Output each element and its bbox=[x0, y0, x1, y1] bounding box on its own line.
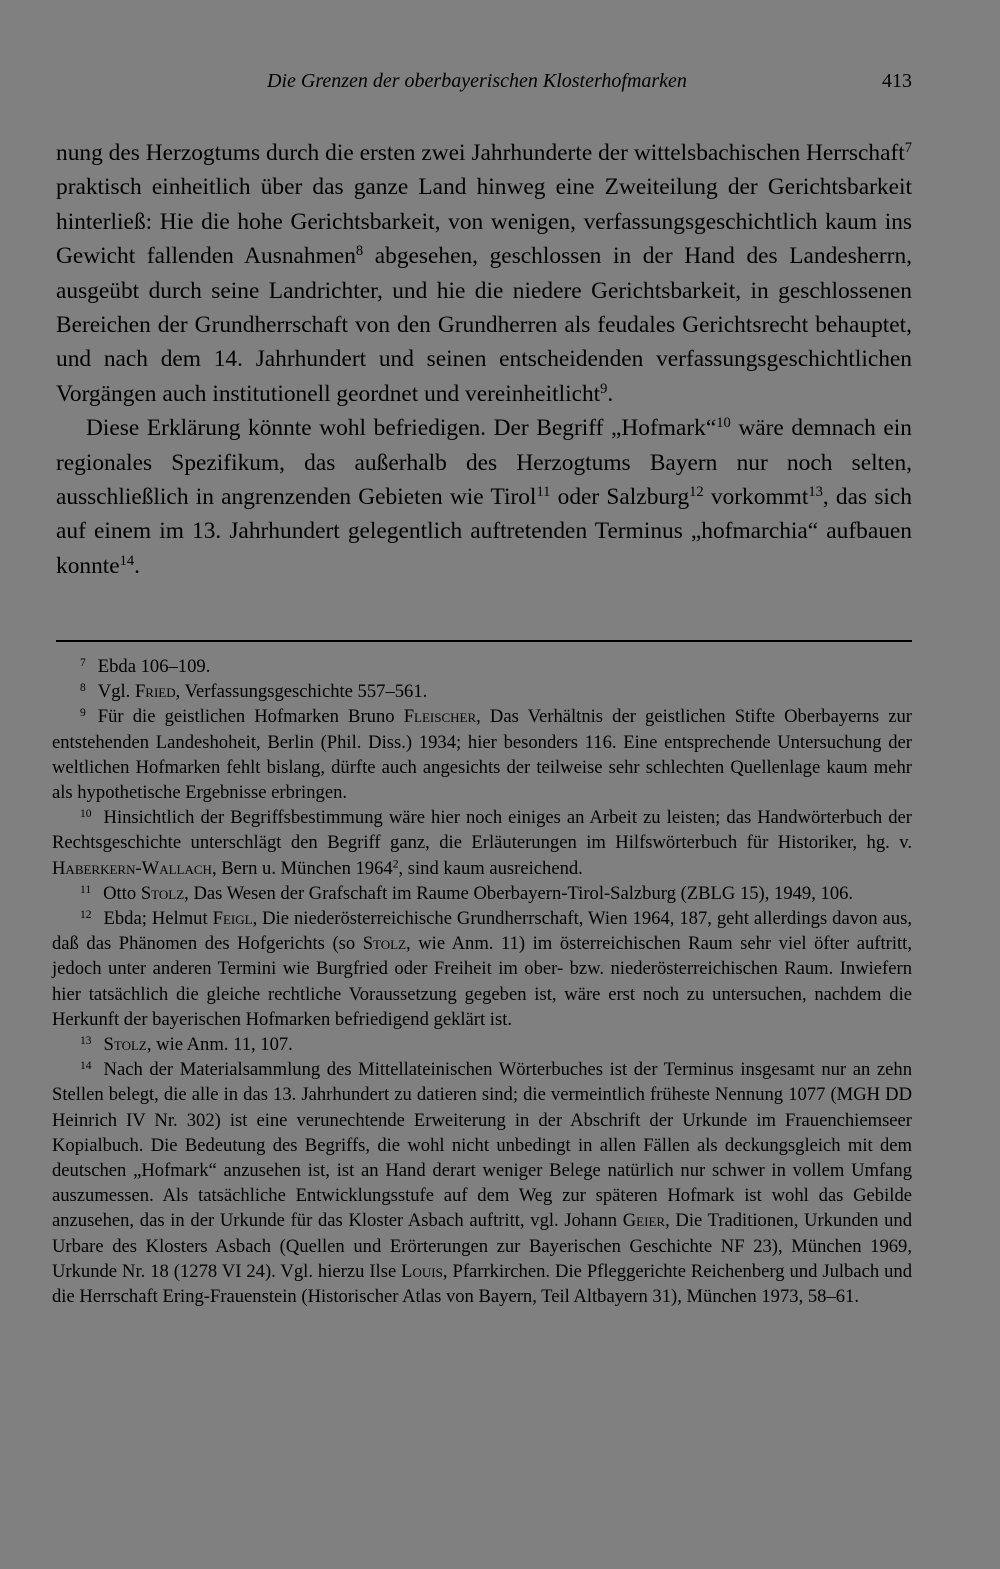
footnote-7 bbox=[52, 654, 912, 679]
footnote-number: 8 bbox=[80, 681, 86, 694]
text-run: . bbox=[607, 380, 614, 407]
author-name: Haberkern-Wallach bbox=[52, 857, 212, 879]
footnote-ref: 13 bbox=[808, 484, 823, 501]
footnote-9 bbox=[52, 704, 912, 805]
footnote-13 bbox=[52, 1032, 912, 1057]
text-run: Diese Erklärung könnte wohl befriedigen. Der Begriff „Hofmark“ bbox=[86, 415, 717, 442]
author-name: Stolz bbox=[103, 1034, 147, 1056]
footnote-number: 7 bbox=[80, 656, 86, 669]
text-run: , das sich auf einem im 13. Jahrhundert gelegentlich auftretenden Terminus „hofmarchia“ aufbauen konnte bbox=[56, 484, 913, 579]
footnote-8 bbox=[52, 679, 912, 704]
paragraph-1 bbox=[56, 136, 912, 411]
footnote-text: , Das Wesen der Grafschaft im Raume Oberbayern-Tirol-Salzburg (ZBLG 15), 1949, 106. bbox=[184, 882, 854, 904]
footnote-number: 13 bbox=[80, 1034, 92, 1047]
footnote-10 bbox=[52, 805, 912, 881]
running-title: Die Grenzen der oberbayerischen Klosterhofmarken bbox=[267, 70, 687, 92]
footnote-text: , wie Anm. 11, 107. bbox=[146, 1034, 293, 1056]
text-run: abgesehen, geschlossen in der Hand des Landesherrn, ausgeübt durch seine Landrichter, und hie die niedere Gerichtsbarkeit, in geschlossenen Bereichen der Grundherrschaft von den Grundherren als feudales Gerichtsrecht behauptet, und nach dem 14. Jahrhundert und seinen entscheidenden verfassungsgeschichtlichen Vorgängen auch institutionell geordnet und vereinheitlicht bbox=[56, 243, 912, 407]
footnote-12 bbox=[52, 906, 912, 1032]
author-name: Feigl bbox=[212, 908, 253, 930]
footnote-text: Otto bbox=[103, 882, 141, 904]
footnote-14 bbox=[52, 1057, 912, 1309]
author-name: Stolz bbox=[140, 882, 185, 904]
author-name: Louis bbox=[401, 1260, 443, 1282]
footnote-ref: 14 bbox=[119, 552, 135, 569]
footnote-text: Hinsichtlich der Begriffsbestimmung wäre hier noch einiges an Arbeit zu leisten; das Handwörterbuch der Rechtsgeschichte unterschlägt den Begriff ganz, die Erläuterungen im Hilfswörterbuch für Historiker, hg. v. bbox=[52, 807, 912, 854]
footnote-text: , Pfarrkirchen. Die Pfleggerichte Reichenberg und Julbach und die Herrschaft Ering-Frauenstein (Historischer Atlas von Bayern, Teil Altbayern 31), München 1973, 58–61. bbox=[52, 1260, 913, 1308]
footnote-number: 10 bbox=[80, 807, 92, 820]
author-name: Fleischer bbox=[403, 706, 477, 728]
footnote-ref: 12 bbox=[689, 484, 704, 501]
footnote-ref: 11 bbox=[536, 484, 551, 501]
footnotes bbox=[52, 654, 912, 1309]
text-run: . bbox=[134, 552, 141, 579]
footnote-ref: 9 bbox=[600, 380, 608, 397]
page-number: 413 bbox=[882, 70, 912, 92]
footnote-text: , Bern u. München 1964 bbox=[211, 857, 393, 879]
author-name: Fried bbox=[134, 681, 176, 703]
footnote-divider bbox=[56, 640, 912, 642]
footnote-number: 11 bbox=[80, 883, 92, 896]
text-run: wäre demnach ein regionales Spezifikum, das außerhalb des Herzogtums Bayern nur noch selten, ausschließlich in angrenzenden Gebieten wie Tirol bbox=[56, 415, 912, 511]
text-run: oder Salzburg bbox=[550, 484, 690, 511]
footnote-text: , Das Verhältnis der geistlichen Stifte Oberbayerns zur entstehenden Landeshoheit, Berlin (Phil. Diss.) 1934; hier besonders 116. Eine entsprechende Untersuchung der weltlichen Hofmarken fehlt bislang, dürfte auch angesichts der teilweise sehr schlechten Quellenlage kaum mehr als hypothetische Ergebnisse erbringen. bbox=[52, 706, 912, 804]
footnote-text: , Verfassungsgeschichte 557–561. bbox=[175, 681, 428, 703]
footnote-ref: 10 bbox=[716, 415, 731, 432]
footnote-text: Nach der Materialsammlung des Mittellateinischen Wörterbuches ist der Terminus insgesamt nur an zehn Stellen belegt, die alle in das 13. Jahrhundert zu datieren sind; die vermeintlich früheste Nennung 1077 (MGH DD Heinrich IV Nr. 302) ist eine verunechtende Erweiterung in der Abschrift der Urkunde im Frauenchiemseer Kopialbuch. Die Bedeutung des Begriffs, die wohl nicht unbedingt in allen Fällen als deckungsgleich mit dem deutschen „Hofmark“ anzusehen ist, ist an Hand derart weniger Belege natürlich nur schwer in vollem Umfang auszumessen. Als tatsächliche Entwicklungsstufe auf dem Weg zur späteren Hofmark ist wohl das Gebilde anzusehen, das in der Urkunde für das Kloster Asbach auftritt, vgl. Johann bbox=[52, 1059, 912, 1232]
footnote-text: Für die geistlichen Hofmarken Bruno bbox=[97, 706, 404, 728]
text-run: praktisch einheitlich über das ganze Land hinweg eine Zweiteilung der Gerichtsbarkeit hinterließ: Hie die hohe Gerichtsbarkeit, von wenigen, verfassungsgeschichtlich kaum ins Gewicht fallenden Ausnahmen bbox=[56, 174, 912, 270]
text-run: vorkommt bbox=[703, 484, 809, 511]
footnote-number: 9 bbox=[80, 707, 86, 720]
author-name: Stolz bbox=[362, 933, 407, 955]
main-text bbox=[56, 136, 912, 583]
footnote-text: Vgl. bbox=[97, 681, 135, 703]
text-run: nung des Herzogtums durch die ersten zwei Jahrhunderte der wittelsbachischen Herrschaft bbox=[56, 140, 905, 166]
footnote-ref: 7 bbox=[904, 140, 912, 157]
footnote-number: 14 bbox=[80, 1059, 92, 1072]
edition-superscript: 2 bbox=[392, 858, 399, 871]
footnote-text: Ebda; Helmut bbox=[103, 908, 213, 930]
footnote-11 bbox=[52, 881, 912, 906]
footnote-text: , Die Traditionen, Urkunden und Urbare des Klosters Asbach (Quellen und Erörterungen zur Bayerischen Geschichte NF 23), München 1969, Urkunde Nr. 18 (1278 VI 24). Vgl. hierzu Ilse bbox=[52, 1210, 912, 1282]
running-header bbox=[52, 68, 912, 100]
footnote-text: , Die niederösterreichische Grundherrschaft, Wien 1964, 187, geht allerdings davon aus, daß das Phänomen des Hofgerichts (so bbox=[52, 908, 912, 955]
footnote-text: , wie Anm. 11) im österreichischen Raum sehr viel öfter auftritt, jedoch unter anderen Termini wie Burgfried oder Freiheit im ober- bzw. niederösterreichischen Raum. Inwiefern hier tatsächlich die gleiche rechtliche Voraussetzung gegeben ist, wäre erst noch zu untersuchen, nachdem die Herkunft der bayerischen Hofmarken befriedigend geklärt ist. bbox=[52, 933, 912, 1030]
footnote-text: , sind kaum ausreichend. bbox=[398, 857, 583, 879]
footnote-number: 12 bbox=[80, 908, 92, 921]
paragraph-2 bbox=[56, 411, 912, 583]
footnote-text: Ebda 106–109. bbox=[97, 656, 211, 677]
footnote-ref: 8 bbox=[355, 243, 364, 260]
author-name: Geier bbox=[622, 1210, 666, 1232]
